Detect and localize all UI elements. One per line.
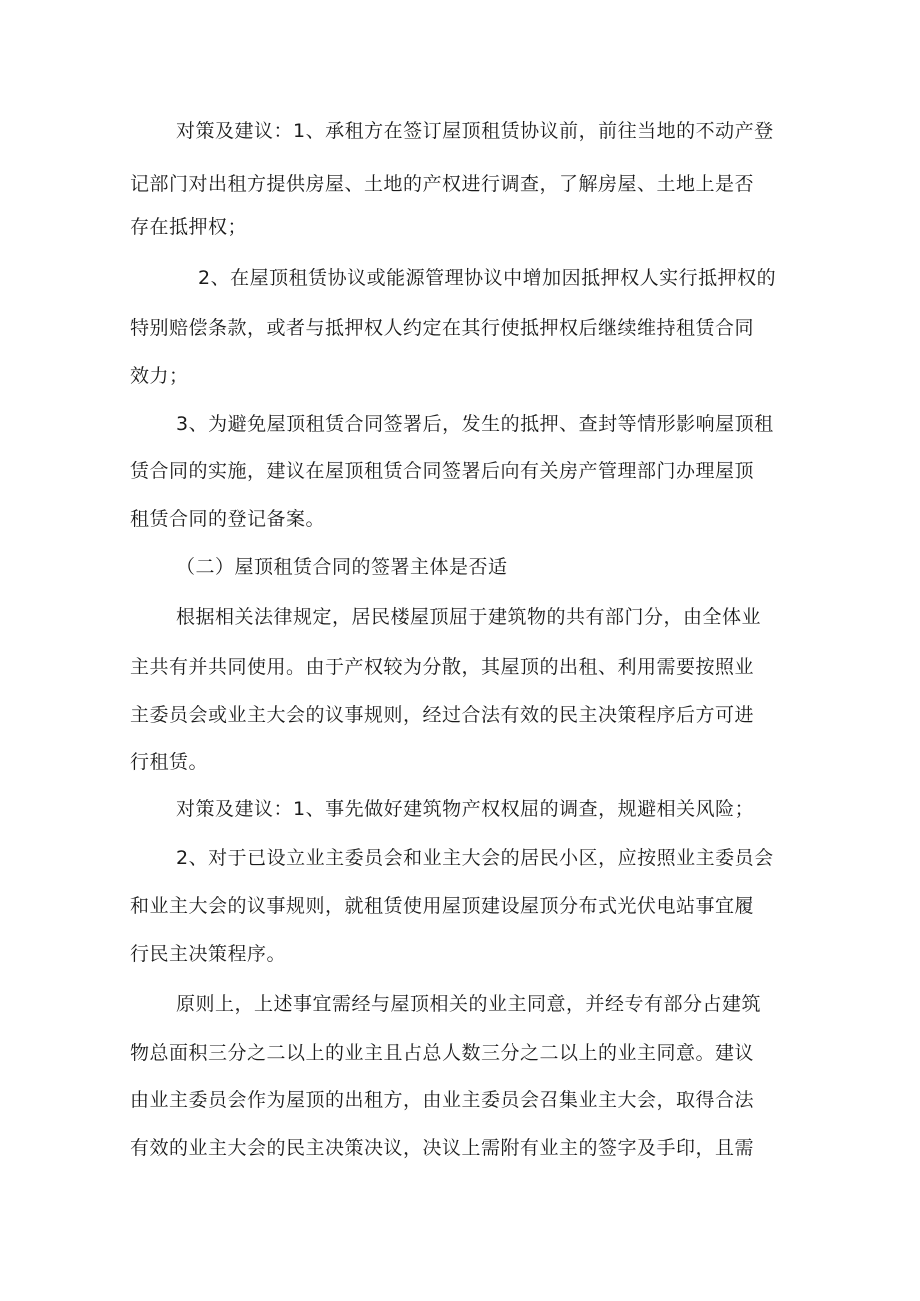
text-line: 赁合同的实施，建议在屋顶租赁合同签署后向有关房产管理部门办理屋顶	[130, 460, 755, 482]
text-line: 主委员会或业主大会的议事规则，经过合法有效的民主决策程序后方可进	[130, 704, 755, 726]
text-line: 对策及建议：1、承租方在签订屋顶租赁协议前，前往当地的不动产登	[176, 120, 774, 142]
text-line: 主共有并共同使用。由于产权较为分散，其屋顶的出租、利用需要按照业	[130, 656, 755, 678]
text-line: 和业主大会的议事规则，就租赁使用屋顶建设屋顶分布式光伏电站事宜履	[130, 895, 755, 917]
text-line: 存在抵押权；	[130, 216, 248, 238]
text-line: 2、在屋顶租赁协议或能源管理协议中增加因抵押权人实行抵押权的	[198, 267, 777, 289]
text-line: 由业主委员会作为屋顶的出租方，由业主委员会召集业主大会，取得合法	[130, 1089, 755, 1111]
text-line: 3、为避免屋顶租赁合同签署后，发生的抵押、查封等情形影响屋顶租	[176, 413, 774, 435]
text-line: 行租赁。	[130, 751, 209, 773]
text-line: 根据相关法律规定，居民楼屋顶屈于建筑物的共有部门分，由全体业	[176, 606, 762, 628]
text-line: 原则上，上述事宜需经与屋顶相关的业主同意，并经专有部分占建筑	[176, 993, 762, 1015]
text-line: 特别赔偿条款，或者与抵押权人约定在其行使抵押权后继续维持租赁合同	[130, 317, 755, 339]
section-heading: （二）屋顶租赁合同的签署主体是否适	[176, 556, 508, 578]
text-line: 对策及建议：1、事先做好建筑物产权权屈的调查，规避相关风险；	[176, 798, 755, 820]
text-line: 记部门对出租方提供房屋、土地的产权进行调查，了解房屋、土地上是否	[130, 173, 755, 195]
text-line: 物总面积三分之二以上的业主且占总人数三分之二以上的业主同意。建议	[130, 1042, 755, 1064]
text-line: 有效的业主大会的民主决策决议，决议上需附有业主的签字及手印，且需	[130, 1137, 755, 1159]
text-line: 效力；	[130, 365, 189, 387]
text-line: 租赁合同的登记备案。	[130, 508, 326, 530]
text-line: 2、对于已设立业主委员会和业主大会的居民小区，应按照业主委员会	[176, 847, 774, 869]
text-line: 行民主决策程序。	[130, 943, 287, 965]
